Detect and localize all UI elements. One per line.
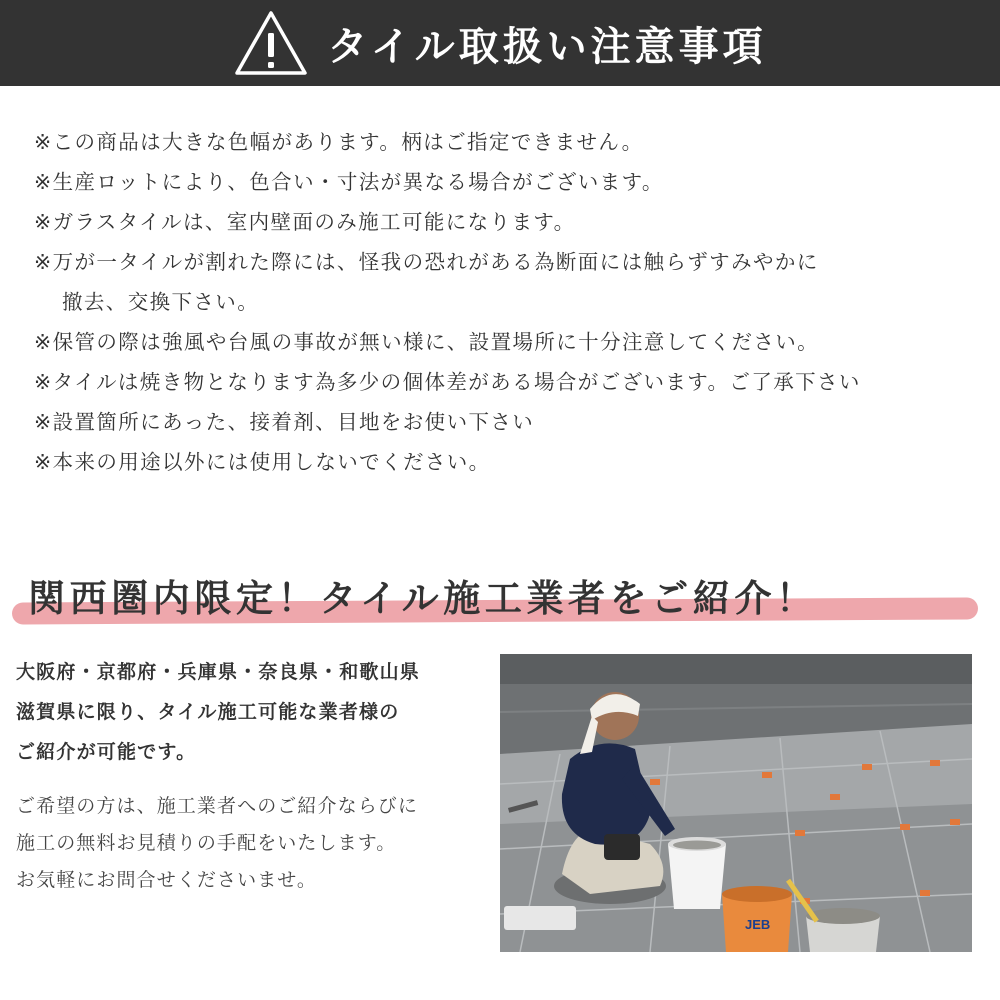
note-item: ※保管の際は強風や台風の事故が無い様に、設置場所に十分注意してください。 [34,330,820,354]
white-bucket [668,837,726,909]
header-inner [233,9,766,77]
note-item: ※この商品は大きな色幅があります。柄はご指定できません。 [34,130,644,154]
note-item: ※本来の用途以外には使用しないでください。 [34,450,491,474]
caution-notes-list [34,122,984,482]
installer-intro [16,652,500,899]
intro-text [16,788,500,899]
intro-line: ご希望の方は、施工業者へのご紹介ならびに [16,795,419,817]
tile-installer-photo [500,654,972,952]
intro-bold-line: 大阪府・京都府・兵庫県・奈良県・和歌山県 [16,661,421,683]
float-tool [504,906,576,930]
note-item-continuation: 撤去、交換下さい。 [62,290,260,314]
page-title: タイル取扱い注意事項 [327,23,767,70]
note-item: ※万が一タイルが割れた際には、怪我の恐れがある為断面には触らずすみやかに [34,250,819,274]
section-heading [0,560,1000,630]
header-bar [0,0,1000,86]
intro-bold-line: ご紹介が可能です。 [16,741,197,763]
note-item: ※生産ロットにより、色合い・寸法が異なる場合がございます。 [34,170,664,194]
warning-triangle-icon [233,9,309,77]
note-item: ※タイルは焼き物となります為多少の個体差がある場合がございます。ご了承下さい [34,370,861,394]
intro-bold-line: 滋賀県に限り、タイル施工可能な業者様の [16,701,400,723]
installer-photo-illustration [500,654,972,952]
note-item: ※設置箇所にあった、接着剤、目地をお使い下さい [34,410,535,434]
section-title: 関西圏内限定！タイル施工業者をご紹介！ [28,577,818,620]
intro-bold-text [16,652,500,772]
orange-bucket [722,886,792,952]
intro-line: 施工の無料お見積りの手配をいたします。 [16,832,397,854]
bucket-label: JEB [745,917,771,932]
intro-line: お気軽にお問合せくださいませ。 [16,869,317,891]
note-item: ※ガラスタイルは、室内壁面のみ施工可能になります。 [34,210,576,234]
